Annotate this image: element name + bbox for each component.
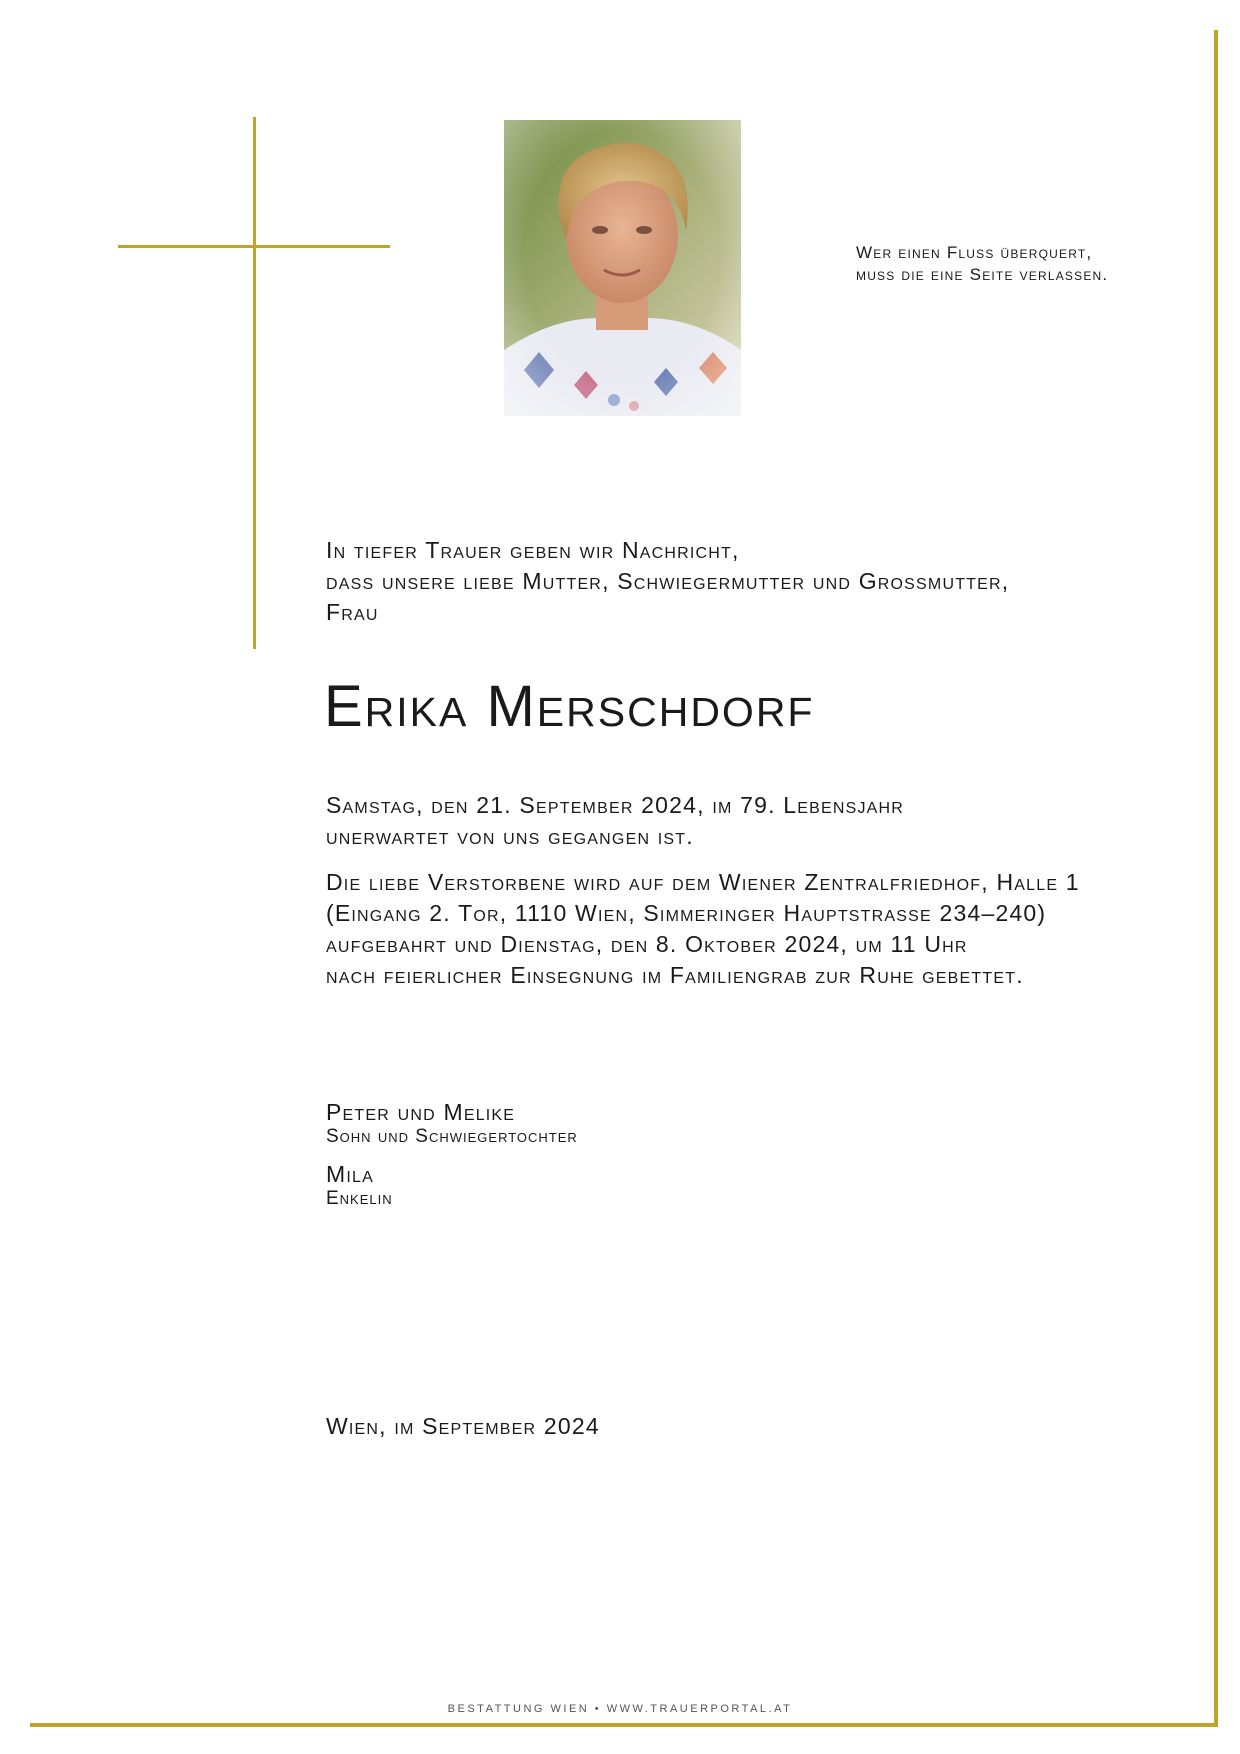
funeral-line-3: aufgebahrt und Dienstag, den 8. Oktober 2024, um 11 Uhr	[326, 931, 968, 957]
funeral-line-4: nach feierlicher Einsegnung im Familiengrab zur Ruhe gebettet.	[326, 962, 1024, 988]
funeral-details	[326, 867, 1080, 991]
death-line-1: Samstag, den 21. September 2024, im 79. Lebensjahr	[326, 792, 905, 818]
mourner-entry	[326, 1098, 578, 1148]
portrait-image	[504, 120, 741, 416]
footer-credit: BESTATTUNG WIEN • WWW.TRAUERPORTAL.AT	[447, 1703, 793, 1715]
mourner-name: Peter und Melike	[326, 1099, 516, 1125]
funeral-line-2: (Eingang 2. Tor, 1110 Wien, Simmeringer Hauptstrasse 234–240)	[326, 900, 1047, 926]
frame-border-right	[1214, 30, 1218, 1727]
funeral-line-1: Die liebe Verstorbene wird auf dem Wiener Zentralfriedhof, Halle 1	[326, 869, 1080, 895]
intro-line-3: Frau	[326, 599, 379, 625]
mourner-entry	[326, 1160, 578, 1210]
intro-line-1: In tiefer Trauer geben wir Nachricht,	[326, 537, 740, 563]
death-notice	[326, 790, 904, 852]
mourners-list	[326, 1098, 578, 1222]
place-and-date: Wien, im September 2024	[326, 1413, 600, 1439]
portrait-photo	[504, 120, 741, 416]
cross-icon-vertical-bar	[253, 117, 256, 649]
motto-line-1: Wer einen Fluss überquert,	[856, 243, 1093, 262]
mourner-relation: Sohn und Schwiegertochter	[326, 1126, 578, 1147]
motto-line-2: muss die eine Seite verlassen.	[856, 265, 1109, 284]
announcement-intro	[326, 535, 1009, 628]
motto-quote	[856, 242, 1108, 286]
cross-icon-horizontal-bar	[118, 245, 390, 248]
mourner-name: Mila	[326, 1161, 374, 1187]
death-line-2: unerwartet von uns gegangen ist.	[326, 823, 694, 849]
frame-border-bottom	[30, 1723, 1218, 1727]
mourner-relation: Enkelin	[326, 1188, 393, 1209]
intro-line-2: dass unsere liebe Mutter, Schwiegermutter und Grossmutter,	[326, 568, 1010, 594]
deceased-name: Erika Merschdorf	[324, 674, 815, 739]
